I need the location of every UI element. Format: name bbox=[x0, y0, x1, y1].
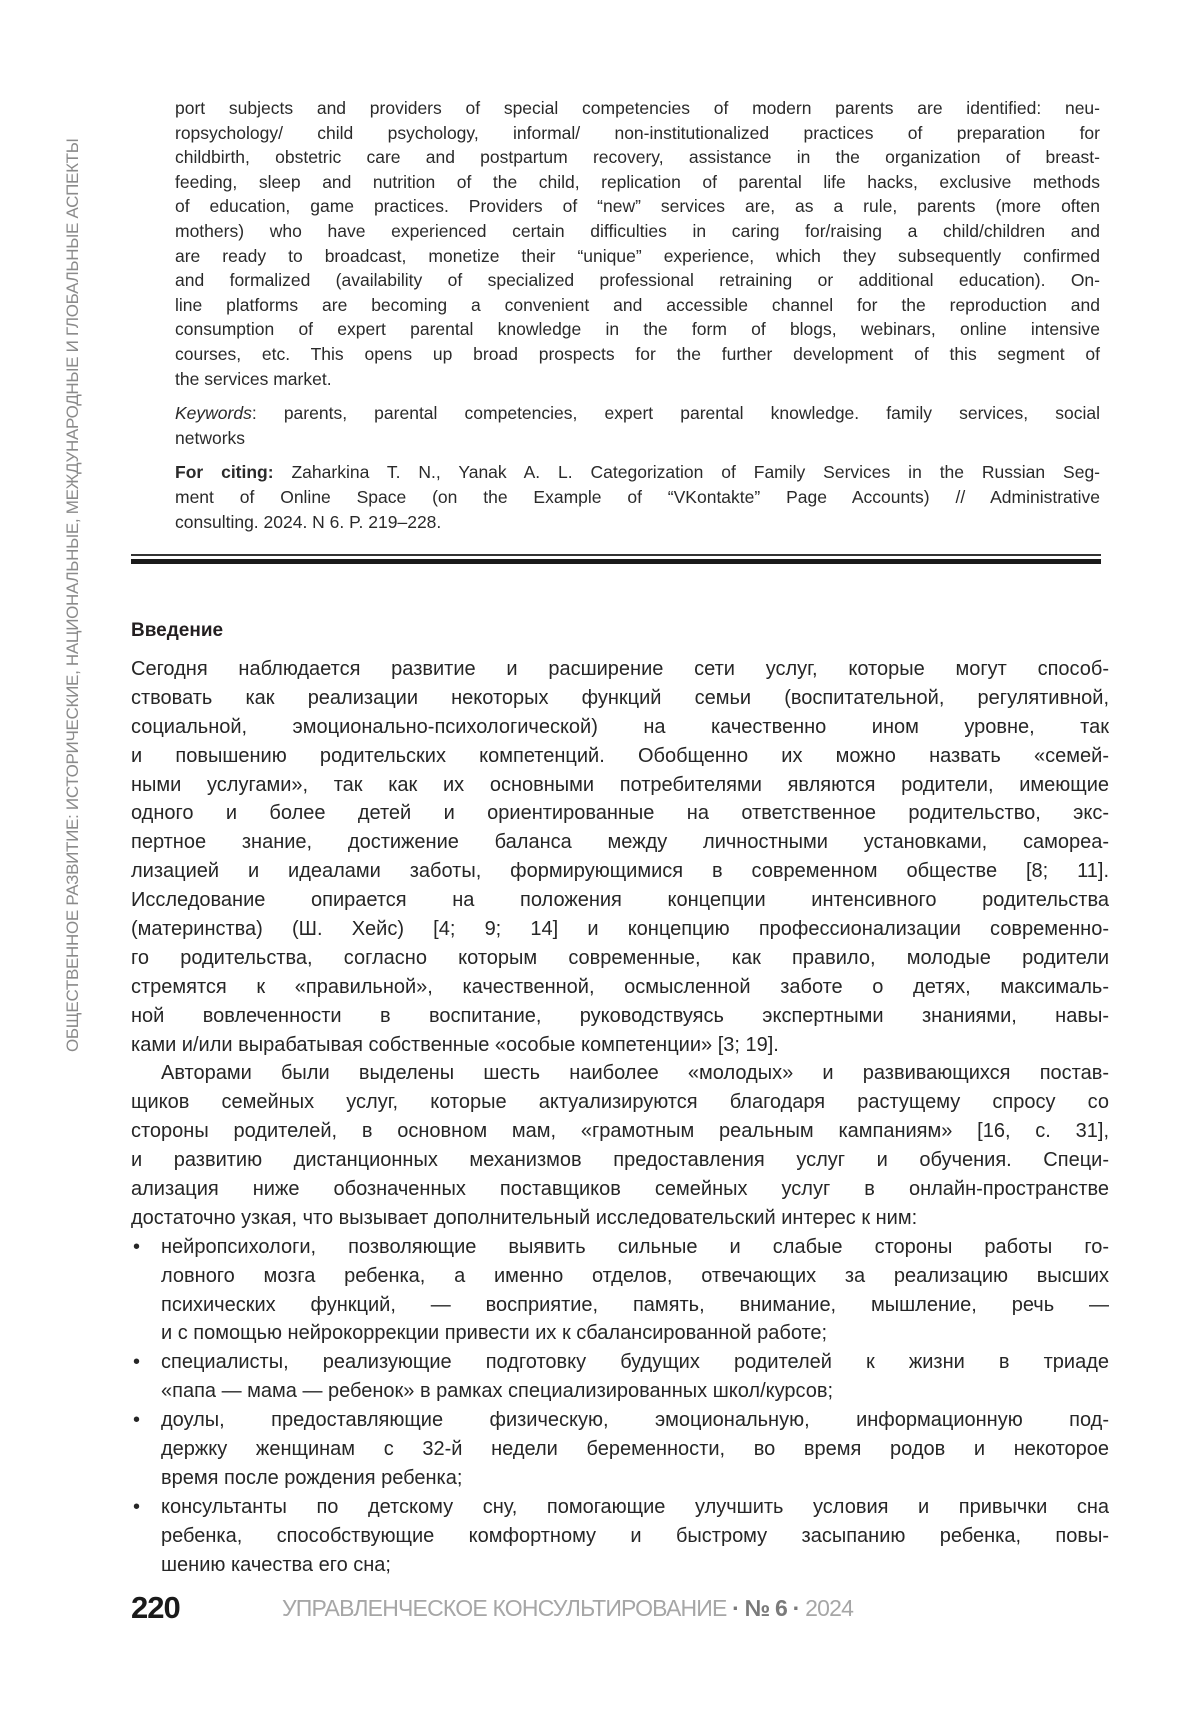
abstract-text bbox=[175, 96, 1100, 391]
list-item-line bbox=[131, 1493, 1109, 1522]
paragraph-line: достаточно узкая, что вызывает дополнительный исследовательский интерес к ним: bbox=[131, 1204, 1109, 1233]
list-item-text: шению качества его сна; bbox=[161, 1551, 1109, 1580]
list-item-line bbox=[131, 1262, 1109, 1291]
abstract-line: feeding, sleep and nutrition of the child, replication of parental life hacks, exclusive methods bbox=[175, 170, 1100, 195]
paragraph-line: стремятся к «правильной», качественной, осмысленной заботе о детях, максималь- bbox=[131, 973, 1109, 1002]
paragraph-line: ными услугами», так как их основными потребителями являются родители, имеющие bbox=[131, 771, 1109, 800]
paragraph-line: одного и более детей и ориентированные на ответственное родительство, экс- bbox=[131, 799, 1109, 828]
bullet-icon: • bbox=[133, 1348, 140, 1377]
running-side-title: ОБЩЕСТВЕННОЕ РАЗВИТИЕ: ИСТОРИЧЕСКИЕ, НАЦИОНАЛЬНЫЕ, МЕЖДУНАРОДНЫЕ И ГЛОБАЛЬНЫЕ АСПЕКТЫ bbox=[63, 97, 83, 1052]
abstract-line: are ready to broadcast, monetize their “unique” experience, which they subsequently confirmed bbox=[175, 244, 1100, 269]
abstract-line: ropsychology/ child psychology, informal/ non-institutionalized practices of preparation for bbox=[175, 121, 1100, 146]
abstract-line: line platforms are becoming a convenient and accessible channel for the reproduction and bbox=[175, 293, 1100, 318]
list-item-text: время после рождения ребенка; bbox=[161, 1464, 1109, 1493]
abstract-line: of education, game practices. Providers of “new” services are, as a rule, parents (more often bbox=[175, 194, 1100, 219]
list-item-text: и с помощью нейрокоррекции привести их к сбалансированной работе; bbox=[161, 1319, 1109, 1348]
paragraph-line: лизацией и идеалами заботы, формирующимися в современном обществе [8; 11]. bbox=[131, 857, 1109, 886]
list-item-text: психических функций, — восприятие, память, внимание, мышление, речь — bbox=[161, 1291, 1109, 1320]
paragraph-line: (материнства) (Ш. Хейс) [4; 9; 14] и концепцию профессионализации современно- bbox=[131, 915, 1109, 944]
abstract-line: and formalized (availability of specialized professional retraining or additional education). On- bbox=[175, 268, 1100, 293]
bullet-icon: • bbox=[133, 1406, 140, 1435]
issue-number: № 6 bbox=[745, 1595, 787, 1621]
abstract-line: childbirth, obstetric care and postpartum recovery, assistance in the organization of breast- bbox=[175, 145, 1100, 170]
list-item-text: ребенка, способствующие комфортному и быстрому засыпанию ребенка, повы- bbox=[161, 1522, 1109, 1551]
year: 2024 bbox=[805, 1595, 853, 1621]
abstract-line: courses, etc. This opens up broad prospects for the further development of this segment of bbox=[175, 342, 1100, 367]
list-item-line bbox=[131, 1464, 1109, 1493]
paragraph-line: ками и/или вырабатывая собственные «особые компетенции» [3; 19]. bbox=[131, 1031, 1109, 1060]
separator: · bbox=[732, 1595, 739, 1621]
list-item-line bbox=[131, 1233, 1109, 1262]
list-item-text: ловного мозга ребенка, а именно отделов, отвечающих за реализацию высших bbox=[161, 1262, 1109, 1291]
paragraph-line: Сегодня наблюдается развитие и расширение сети услуг, которые могут способ- bbox=[131, 655, 1109, 684]
list-item-text: «папа — мама — ребенок» в рамках специализированных школ/курсов; bbox=[161, 1377, 1109, 1406]
paragraph-line: стороны родителей, в основном мам, «грамотным реальным кампаниям» [16, с. 31], bbox=[131, 1117, 1109, 1146]
paragraph-line: Авторами были выделены шесть наиболее «молодых» и развивающихся постав- bbox=[131, 1059, 1109, 1088]
divider-thin bbox=[131, 554, 1101, 556]
list-item-line bbox=[131, 1291, 1109, 1320]
citation-cont: consulting. 2024. N 6. P. 219–228. bbox=[175, 510, 1100, 535]
list-item-text: консультанты по детскому сну, помогающие улучшить условия и привычки сна bbox=[161, 1493, 1109, 1522]
page-footer bbox=[131, 1590, 1101, 1630]
abstract-line: mothers) who have experienced certain difficulties in caring for/raising a child/children and bbox=[175, 219, 1100, 244]
paragraph-line: пертное знание, достижение баланса между личностными установками, самореа- bbox=[131, 828, 1109, 857]
list-item-text: держку женщинам с 32-й недели беременности, во время родов и некоторое bbox=[161, 1435, 1109, 1464]
list-item-text: нейропсихологи, позволяющие выявить сильные и слабые стороны работы го- bbox=[161, 1233, 1109, 1262]
bullet-icon: • bbox=[133, 1493, 140, 1522]
divider-thick bbox=[131, 559, 1101, 564]
separator: · bbox=[793, 1595, 800, 1621]
paragraph-line: Исследование опирается на положения концепции интенсивного родительства bbox=[131, 886, 1109, 915]
abstract-line: port subjects and providers of special competencies of modern parents are identified: neu- bbox=[175, 96, 1100, 121]
list-item-text: специалисты, реализующие подготовку будущих родителей к жизни в триаде bbox=[161, 1348, 1109, 1377]
list-item-text: доулы, предоставляющие физическую, эмоциональную, информационную под- bbox=[161, 1406, 1109, 1435]
paragraph-line: и развитию дистанционных механизмов предоставления услуг и обучения. Специ- bbox=[131, 1146, 1109, 1175]
citation bbox=[175, 460, 1100, 485]
bullet-icon: • bbox=[133, 1233, 140, 1262]
paragraph-line: ной вовлеченности в воспитание, руководствуясь экспертными знаниями, навы- bbox=[131, 1002, 1109, 1031]
section-heading: Введение bbox=[131, 620, 223, 642]
paragraph-line: щиков семейных услуг, которые актуализируются благодаря растущему спросу со bbox=[131, 1088, 1109, 1117]
keywords-label: Keywords bbox=[175, 403, 252, 423]
paragraph-line: и повышению родительских компетенций. Обобщенно их можно назвать «семей- bbox=[131, 742, 1109, 771]
abstract-line: consumption of expert parental knowledge in the form of blogs, webinars, online intensive bbox=[175, 317, 1100, 342]
journal-title bbox=[282, 1595, 853, 1622]
paragraph-line: ализация ниже обозначенных поставщиков семейных услуг в онлайн-пространстве bbox=[131, 1175, 1109, 1204]
keywords-cont: networks bbox=[175, 426, 1100, 451]
page-number: 220 bbox=[131, 1590, 180, 1626]
paragraph-line: го родительства, согласно которым современные, как правило, молодые родители bbox=[131, 944, 1109, 973]
abstract bbox=[175, 96, 1100, 534]
list-item-line bbox=[131, 1522, 1109, 1551]
list-item-line bbox=[131, 1348, 1109, 1377]
list-item-line bbox=[131, 1319, 1109, 1348]
citing-label: For citing: bbox=[175, 462, 274, 482]
keywords bbox=[175, 401, 1100, 426]
list-item-line bbox=[131, 1435, 1109, 1464]
journal-name: УПРАВЛЕНЧЕСКОЕ КОНСУЛЬТИРОВАНИЕ bbox=[282, 1595, 727, 1621]
keywords-text: : parents, parental competencies, expert parental knowledge. family services, social bbox=[252, 403, 1100, 423]
paragraph-line: ствовать как реализации некоторых функций семьи (воспитательной, регулятивной, bbox=[131, 684, 1109, 713]
body-text bbox=[131, 655, 1109, 1580]
abstract-line: the services market. bbox=[175, 367, 1100, 392]
list-item-line bbox=[131, 1551, 1109, 1580]
citing-text: Zaharkina T. N., Yanak A. L. Categorization of Family Services in the Russian Seg- bbox=[274, 462, 1100, 482]
paragraph-line: социальной, эмоционально-психологической) на качественно ином уровне, так bbox=[131, 713, 1109, 742]
list-item-line bbox=[131, 1406, 1109, 1435]
list-item-line bbox=[131, 1377, 1109, 1406]
citation-cont: ment of Online Space (on the Example of “VKontakte” Page Accounts) // Administrative bbox=[175, 485, 1100, 510]
